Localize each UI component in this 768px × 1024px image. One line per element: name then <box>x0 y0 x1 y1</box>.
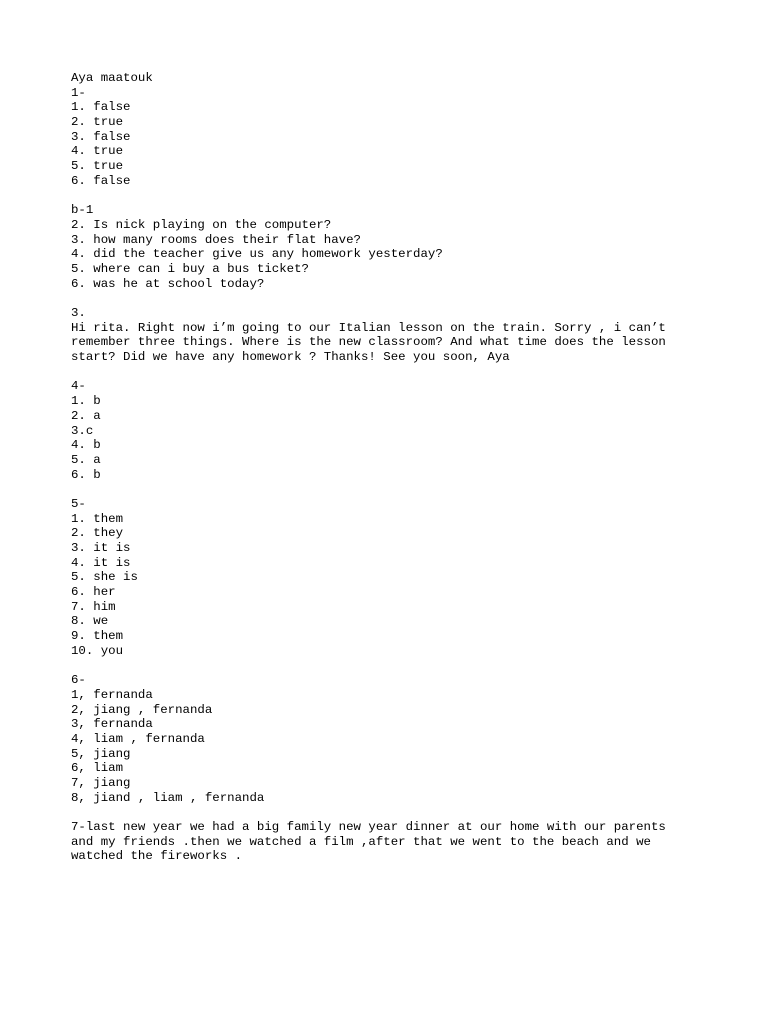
answer-line: 3. how many rooms does their flat have? <box>71 232 361 247</box>
answer-line: 2. true <box>71 115 124 130</box>
answer-line: 3, fernanda <box>71 717 153 732</box>
section-4-title: 4- <box>71 379 86 394</box>
answer-line: 5. where can i buy a bus ticket? <box>71 261 309 276</box>
answer-line: 2, jiang , fernanda <box>71 702 213 717</box>
answer-line: 6. her <box>71 585 116 600</box>
paragraph-line: Hi rita. Right now i’m going to our Italian lesson on the train. Sorry , i can’t <box>71 320 666 335</box>
answer-line: 6. b <box>71 467 101 482</box>
answer-line: 9. them <box>71 629 124 644</box>
blank-line <box>71 189 711 204</box>
section-3-title: 3. <box>71 306 86 320</box>
answer-line: 5. true <box>71 159 124 174</box>
blank-line <box>71 365 711 380</box>
answer-line: 10. you <box>71 643 124 658</box>
answer-line: 5, jiang <box>71 746 131 761</box>
answer-line: 1. them <box>71 511 124 526</box>
answer-line: 4. did the teacher give us any homework yesterday? <box>71 247 443 262</box>
answer-line: 4. it is <box>71 555 131 570</box>
section-3 <box>71 306 711 365</box>
answer-line: 8. we <box>71 614 109 629</box>
section-5-title: 5- <box>71 496 86 511</box>
section-1 <box>71 86 711 189</box>
section-1-title: 1- <box>71 85 86 100</box>
answer-line: 3.c <box>71 423 94 438</box>
section-4 <box>71 379 711 482</box>
blank-line <box>71 659 711 674</box>
answer-line: 1. false <box>71 100 131 115</box>
paragraph-line: watched the fireworks . <box>71 849 243 864</box>
answer-line: 6, liam <box>71 761 124 776</box>
document-page <box>71 71 711 864</box>
blank-line <box>71 805 711 820</box>
blank-line <box>71 291 711 306</box>
answer-line: 4, liam , fernanda <box>71 731 205 746</box>
paragraph-line: and my friends .then we watched a film ,after that we went to the beach and we <box>71 834 651 849</box>
answer-line: 1. b <box>71 394 101 409</box>
answer-line: 7, jiang <box>71 776 131 790</box>
answer-line: 1, fernanda <box>71 687 153 702</box>
answer-line: 5. a <box>71 452 101 467</box>
section-b1-title: b-1 <box>71 203 94 218</box>
paragraph-line: remember three things. Where is the new classroom? And what time does the lesson <box>71 335 666 350</box>
answer-line: 2. they <box>71 526 124 541</box>
section-7 <box>71 820 711 864</box>
author-name: Aya maatouk <box>71 71 153 85</box>
answer-line: 5. she is <box>71 570 138 585</box>
answer-line: 6. was he at school today? <box>71 276 265 291</box>
section-b1 <box>71 203 711 291</box>
answer-line: 2. a <box>71 408 101 423</box>
section-6-title: 6- <box>71 673 86 688</box>
answer-line: 3. it is <box>71 541 131 555</box>
answer-line: 3. false <box>71 129 131 144</box>
answer-line: 8, jiand , liam , fernanda <box>71 790 265 805</box>
blank-line <box>71 482 711 497</box>
answer-line: 4. true <box>71 144 124 159</box>
answer-line: 4. b <box>71 438 101 453</box>
paragraph-line: 7-last new year we had a big family new year dinner at our home with our parents <box>71 820 666 835</box>
answer-line: 7. him <box>71 599 116 614</box>
section-5 <box>71 497 711 659</box>
answer-line: 2. Is nick playing on the computer? <box>71 217 332 232</box>
paragraph-line: start? Did we have any homework ? Thanks! See you soon, Aya <box>71 350 510 365</box>
answer-line: 6. false <box>71 173 131 188</box>
section-6 <box>71 673 711 805</box>
